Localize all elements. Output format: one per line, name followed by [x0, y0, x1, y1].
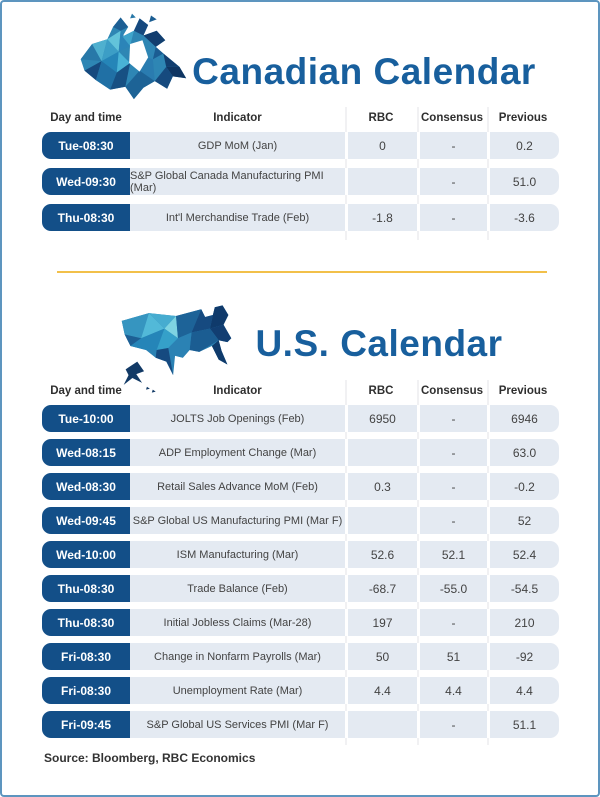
previous-value-cell: -0.2 — [487, 473, 559, 500]
day-time-cell: Wed-10:00 — [42, 541, 130, 568]
us-table-body — [42, 405, 559, 738]
previous-value-cell: 6946 — [487, 405, 559, 432]
consensus-value-cell: - — [417, 711, 487, 738]
day-time-cell: Thu-08:30 — [42, 609, 130, 636]
table-row — [42, 168, 559, 195]
indicator-cell: Int'l Merchandise Trade (Feb) — [130, 204, 345, 231]
table-row — [42, 711, 559, 738]
rbc-value-cell: 197 — [345, 609, 417, 636]
table-row — [42, 541, 559, 568]
rbc-value-cell: -68.7 — [345, 575, 417, 602]
rbc-value-cell — [345, 711, 417, 738]
indicator-cell: Trade Balance (Feb) — [130, 575, 345, 602]
previous-value-cell: 51.0 — [487, 168, 559, 195]
day-time-cell: Fri-08:30 — [42, 677, 130, 704]
consensus-value-cell: 4.4 — [417, 677, 487, 704]
previous-value-cell: 52.4 — [487, 541, 559, 568]
rbc-value-cell — [345, 168, 417, 195]
canadian-table-body — [42, 132, 559, 231]
consensus-value-cell: 52.1 — [417, 541, 487, 568]
day-time-cell: Tue-08:30 — [42, 132, 130, 159]
previous-value-cell: 210 — [487, 609, 559, 636]
table-row — [42, 473, 559, 500]
indicator-cell: GDP MoM (Jan) — [130, 132, 345, 159]
indicator-cell: S&P Global US Manufacturing PMI (Mar F) — [130, 507, 345, 534]
consensus-value-cell: - — [417, 168, 487, 195]
day-time-cell: Wed-08:30 — [42, 473, 130, 500]
header-indicator: Indicator — [213, 385, 262, 397]
header-day-and-time: Day and time — [50, 112, 122, 124]
previous-value-cell: 4.4 — [487, 677, 559, 704]
indicator-cell: Initial Jobless Claims (Mar-28) — [130, 609, 345, 636]
day-time-cell: Thu-08:30 — [42, 204, 130, 231]
rbc-value-cell: 50 — [345, 643, 417, 670]
rbc-value-cell: -1.8 — [345, 204, 417, 231]
previous-value-cell: 51.1 — [487, 711, 559, 738]
rbc-value-cell: 4.4 — [345, 677, 417, 704]
header-previous: Previous — [498, 385, 548, 397]
table-header-row — [42, 107, 559, 129]
indicator-cell: Change in Nonfarm Payrolls (Mar) — [130, 643, 345, 670]
header-consensus: Consensus — [421, 385, 483, 397]
table-row — [42, 643, 559, 670]
consensus-value-cell: - — [417, 405, 487, 432]
consensus-value-cell: - — [417, 204, 487, 231]
table-row — [42, 575, 559, 602]
day-time-cell: Wed-08:15 — [42, 439, 130, 466]
us-calendar-title: U.S. Calendar — [255, 323, 503, 364]
rbc-value-cell — [345, 439, 417, 466]
previous-value-cell: -92 — [487, 643, 559, 670]
previous-value-cell: 0.2 — [487, 132, 559, 159]
rbc-value-cell: 52.6 — [345, 541, 417, 568]
header-previous: Previous — [498, 112, 548, 124]
header-indicator: Indicator — [213, 112, 262, 124]
rbc-value-cell: 0.3 — [345, 473, 417, 500]
header-day-and-time: Day and time — [50, 385, 122, 397]
previous-value-cell: 52 — [487, 507, 559, 534]
table-row — [42, 677, 559, 704]
canada-map-icon — [75, 12, 189, 116]
indicator-cell: S&P Global Canada Manufacturing PMI (Mar) — [130, 168, 345, 195]
indicator-cell: ISM Manufacturing (Mar) — [130, 541, 345, 568]
table-row — [42, 609, 559, 636]
day-time-cell: Fri-08:30 — [42, 643, 130, 670]
consensus-value-cell: -55.0 — [417, 575, 487, 602]
day-time-cell: Wed-09:30 — [42, 168, 130, 195]
table-row — [42, 405, 559, 432]
canadian-calendar-table — [42, 107, 559, 240]
rbc-value-cell: 0 — [345, 132, 417, 159]
consensus-value-cell: - — [417, 473, 487, 500]
table-header-row — [42, 380, 559, 402]
indicator-cell: S&P Global US Services PMI (Mar F) — [130, 711, 345, 738]
day-time-cell: Tue-10:00 — [42, 405, 130, 432]
canadian-calendar-title: Canadian Calendar — [192, 51, 536, 92]
consensus-value-cell: - — [417, 609, 487, 636]
table-row — [42, 204, 559, 231]
indicator-cell: JOLTS Job Openings (Feb) — [130, 405, 345, 432]
indicator-cell: Unemployment Rate (Mar) — [130, 677, 345, 704]
day-time-cell: Wed-09:45 — [42, 507, 130, 534]
day-time-cell: Fri-09:45 — [42, 711, 130, 738]
rbc-value-cell: 6950 — [345, 405, 417, 432]
source-note: Source: Bloomberg, RBC Economics — [44, 751, 256, 765]
header-consensus: Consensus — [421, 112, 483, 124]
header-rbc: RBC — [368, 112, 394, 124]
day-time-cell: Thu-08:30 — [42, 575, 130, 602]
indicator-cell: ADP Employment Change (Mar) — [130, 439, 345, 466]
previous-value-cell: -3.6 — [487, 204, 559, 231]
previous-value-cell: 63.0 — [487, 439, 559, 466]
table-row — [42, 132, 559, 159]
consensus-value-cell: - — [417, 439, 487, 466]
table-row — [42, 439, 559, 466]
gold-divider — [57, 271, 547, 273]
header-rbc: RBC — [368, 385, 394, 397]
indicator-cell: Retail Sales Advance MoM (Feb) — [130, 473, 345, 500]
consensus-value-cell: - — [417, 132, 487, 159]
previous-value-cell: -54.5 — [487, 575, 559, 602]
consensus-value-cell: - — [417, 507, 487, 534]
table-row — [42, 507, 559, 534]
rbc-value-cell — [345, 507, 417, 534]
consensus-value-cell: 51 — [417, 643, 487, 670]
us-calendar-table — [42, 380, 559, 745]
